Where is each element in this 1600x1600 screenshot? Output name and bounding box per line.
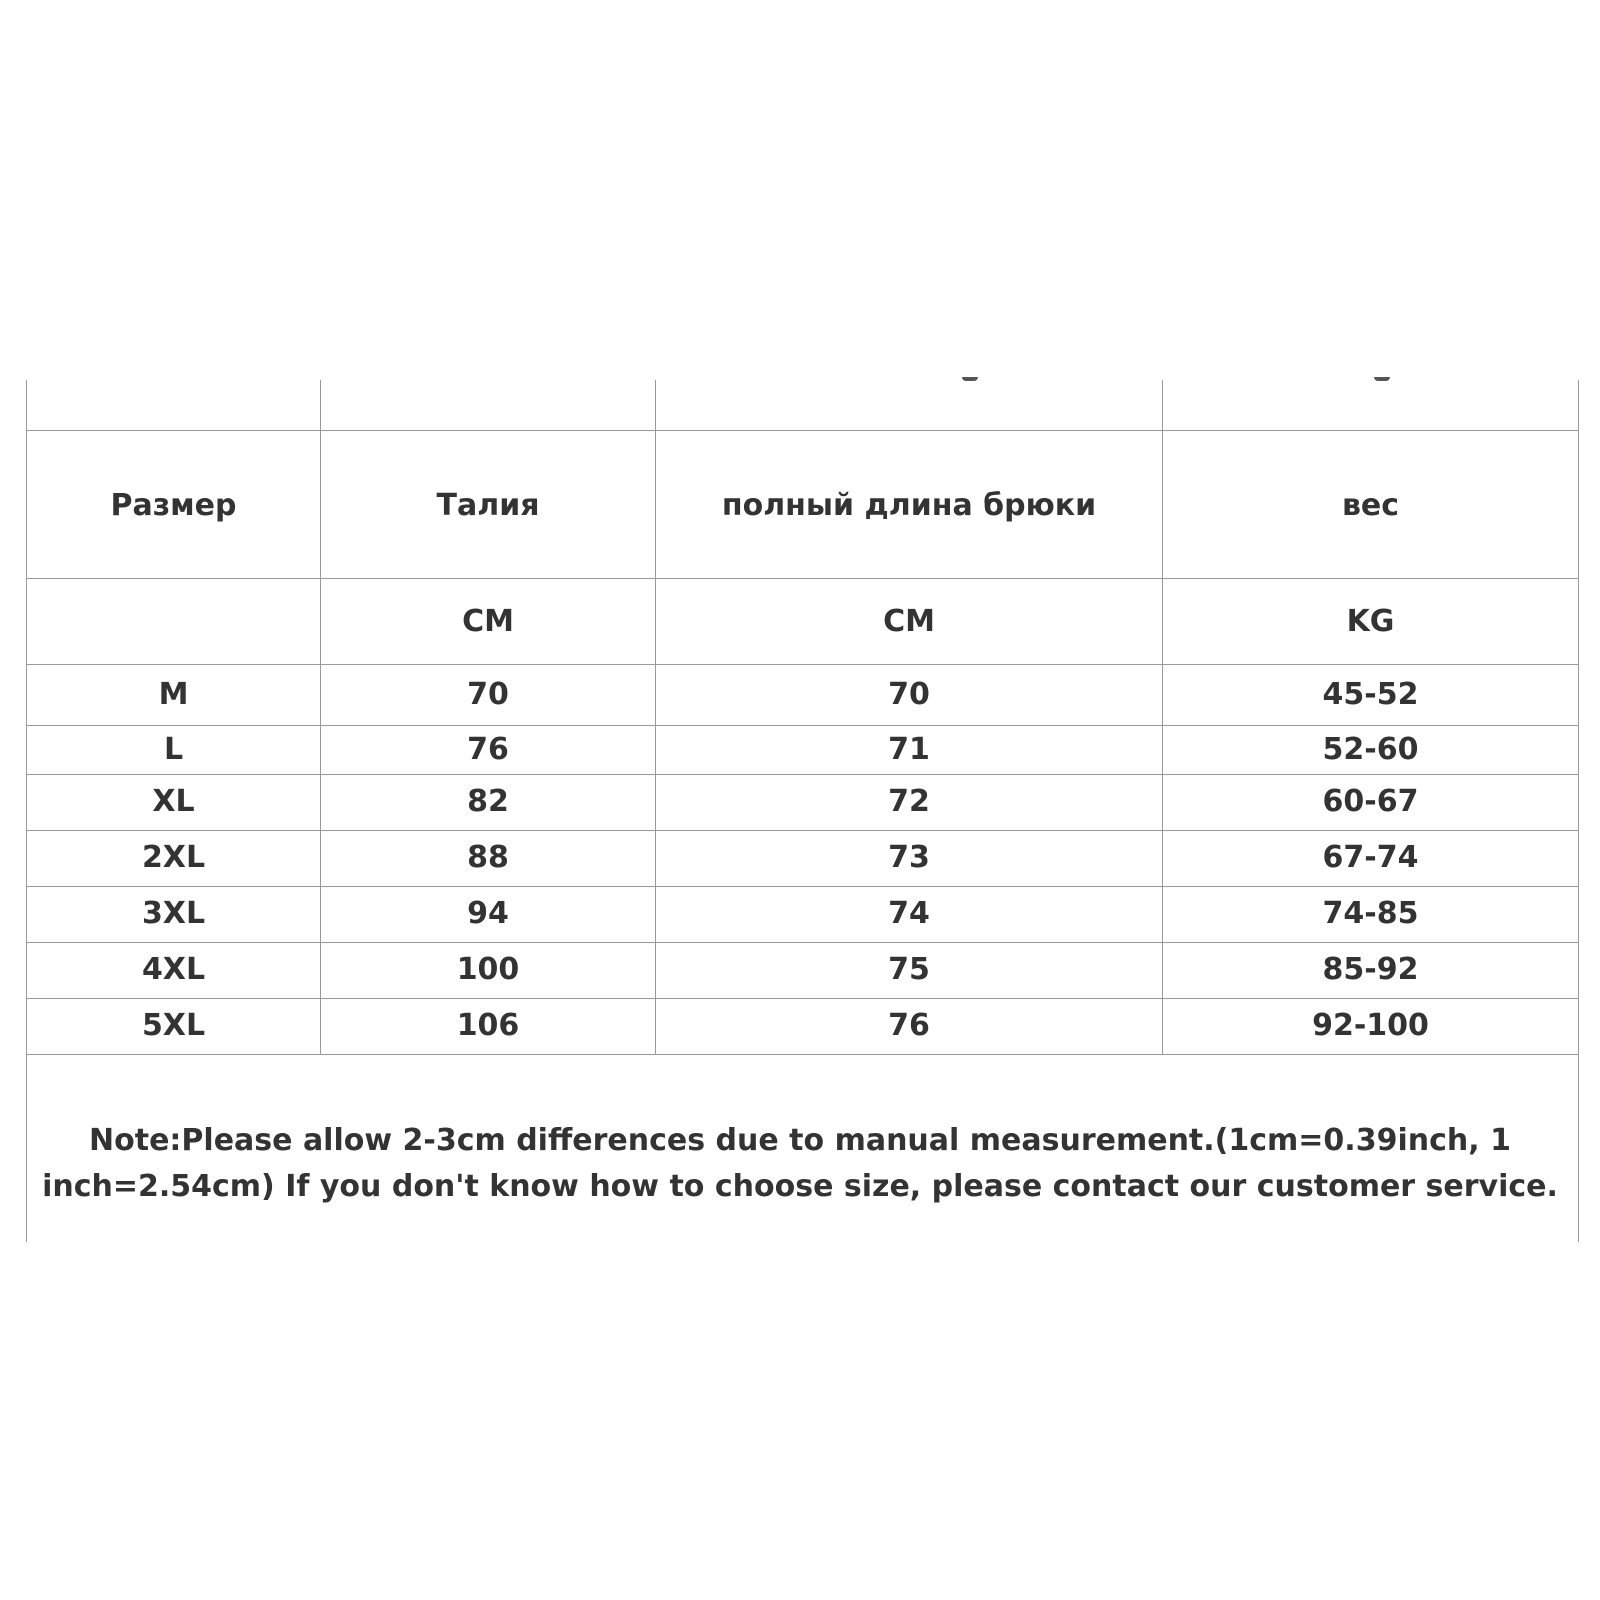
cell-weight: 92-100 (1312, 1008, 1429, 1043)
row-divider (26, 942, 1579, 943)
row-divider (26, 725, 1579, 726)
cell-pants-length: 71 (888, 732, 930, 767)
header-pants-length: полный длина брюки (721, 488, 1097, 523)
cell-weight: 52-60 (1322, 732, 1419, 767)
clipped-text-fragment (1374, 377, 1390, 381)
row-divider (26, 1054, 1579, 1055)
cell-waist: 94 (467, 896, 509, 931)
row-divider (26, 430, 1579, 431)
cell-waist: 76 (467, 732, 509, 767)
row-divider (26, 578, 1579, 579)
clipped-text-fragment (962, 377, 978, 381)
table-border-right (1578, 380, 1579, 1242)
cell-waist: 70 (467, 677, 509, 712)
cell-pants-length: 73 (888, 840, 930, 875)
cell-size: 2XL (141, 840, 206, 875)
cell-pants-length: 74 (888, 896, 930, 931)
row-divider (26, 830, 1579, 831)
cell-size: XL (152, 784, 195, 819)
header-size: Размер (110, 488, 237, 523)
cell-size: 5XL (141, 1008, 206, 1043)
header-waist: Талия (436, 488, 540, 523)
cell-weight: 85-92 (1322, 952, 1419, 987)
cell-size: 3XL (141, 896, 206, 931)
header-weight: вес (1341, 488, 1400, 523)
cell-pants-length: 72 (888, 784, 930, 819)
cell-pants-length: 70 (888, 677, 930, 712)
cell-size: 4XL (141, 952, 206, 987)
row-divider (26, 774, 1579, 775)
row-divider (26, 664, 1579, 665)
cell-weight: 74-85 (1322, 896, 1419, 931)
cell-size: L (163, 732, 184, 767)
cell-weight: 67-74 (1322, 840, 1419, 875)
cell-waist: 106 (456, 1008, 520, 1043)
cell-weight: 60-67 (1322, 784, 1419, 819)
unit-pants-length: CM (883, 604, 935, 639)
measurement-note: Note:Please allow 2-3cm differences due to manual measurement.(1cm=0.39inch, 1 inch=2.54cm) If you don't know how to choose size, please contact our customer service. (42, 1123, 1558, 1204)
row-divider (26, 886, 1579, 887)
cell-weight: 45-52 (1322, 677, 1419, 712)
cell-waist: 82 (467, 784, 509, 819)
cell-waist: 100 (456, 952, 520, 987)
unit-weight: KG (1346, 604, 1395, 639)
unit-waist: CM (462, 604, 514, 639)
cell-pants-length: 76 (888, 1008, 930, 1043)
row-divider (26, 998, 1579, 999)
cell-waist: 88 (467, 840, 509, 875)
cell-pants-length: 75 (888, 952, 930, 987)
cell-size: M (158, 677, 189, 712)
